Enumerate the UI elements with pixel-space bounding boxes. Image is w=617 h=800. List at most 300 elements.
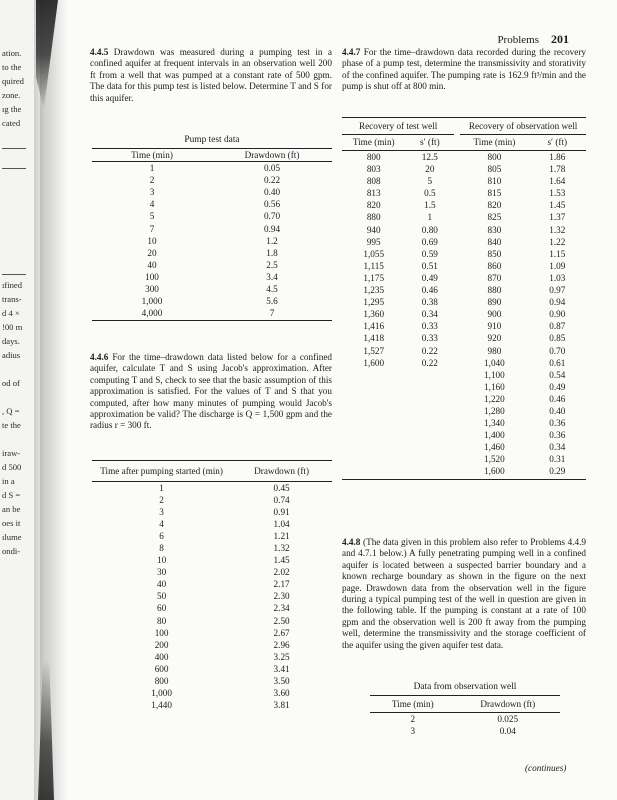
table-row	[92, 283, 332, 295]
margin-bleed-text: trans-	[2, 294, 22, 304]
table-cell: 815	[487, 188, 502, 199]
table-cell: 0.33	[421, 333, 438, 344]
table-cell: 0.31	[549, 454, 566, 465]
margin-bleed-text: iraw-	[2, 448, 21, 458]
table-cell: 0.49	[421, 272, 438, 283]
table-cell: 1.22	[549, 236, 566, 247]
table-row	[92, 295, 332, 307]
table-cell: 1.53	[549, 188, 566, 199]
margin-bleed-text: to the	[2, 62, 22, 72]
table-cell	[405, 405, 454, 417]
table-cell	[342, 417, 405, 429]
table-row	[342, 405, 586, 417]
table-cell: 0.51	[421, 260, 438, 271]
table-cell: 0.5	[424, 188, 436, 199]
table-title: Data from observation well	[413, 682, 517, 692]
table-cell: 0.33	[421, 321, 438, 332]
table-cell: 0.80	[421, 224, 438, 235]
table-cell: 2.02	[273, 567, 290, 578]
table-cell: 20	[425, 164, 435, 175]
table-cell: 2.34	[273, 603, 290, 614]
problem-text	[90, 352, 332, 432]
group-header: Recovery of observation well	[460, 118, 586, 135]
table-cell: 1.78	[549, 164, 566, 175]
page-header	[497, 32, 569, 47]
table-cell: 0.04	[499, 725, 516, 736]
column-header: s′ (ft)	[420, 137, 440, 148]
table-cell: 7	[269, 308, 275, 319]
table-row	[92, 663, 332, 675]
table-cell: 1.09	[549, 260, 566, 271]
problem-body: For the time–drawdown data listed below for a confined aquifer, calculate T and S using Jacob's approximation. After computing T and S, check to see that the basic assumption of this approximation is satisfied. For the values of T and S that you computed, after how many minutes of pumping would Jacob's approximation be valid? The discharge is Q = 1,500 gpm and the radius r = 300 ft.	[90, 352, 333, 431]
table-cell: 890	[487, 297, 502, 308]
table-row	[342, 465, 586, 477]
recovery-table	[342, 117, 586, 480]
table-cell: 0.70	[549, 345, 566, 356]
table-row	[92, 651, 332, 663]
table-cell: 910	[487, 321, 502, 332]
table-cell: 1.45	[549, 200, 566, 211]
table-cell: 1,295	[363, 297, 385, 308]
table-cell	[405, 441, 454, 453]
margin-bleed-text: days.	[2, 336, 20, 346]
table-cell: 50	[157, 591, 167, 602]
table-row	[342, 163, 586, 175]
table-cell: 5.6	[266, 296, 278, 307]
problem-4-4-7	[342, 47, 586, 93]
table-cell: 0.94	[549, 297, 566, 308]
table-cell: 2	[410, 713, 416, 724]
table-row	[342, 320, 586, 332]
table-row	[92, 235, 332, 247]
problem-number: 4.4.5	[90, 47, 109, 57]
table-cell: 40	[147, 259, 157, 270]
table-cell: 10	[157, 555, 167, 566]
table-cell: 5	[149, 211, 155, 222]
table-cell: 820	[487, 200, 502, 211]
table-row	[92, 699, 332, 711]
table-cell: 1.04	[273, 518, 290, 529]
table-cell	[405, 429, 454, 441]
table-row	[92, 494, 332, 506]
margin-bleed-text: , Q =	[2, 406, 20, 416]
table-cell: 1.5	[424, 200, 436, 211]
table-row	[342, 224, 586, 236]
table-body	[92, 162, 332, 320]
table-cell: 3	[410, 725, 416, 736]
table-row	[342, 357, 586, 369]
table-cell: 600	[154, 663, 169, 674]
column-header: Time (min)	[473, 137, 516, 148]
table-body	[342, 151, 586, 478]
table-cell: 4	[149, 199, 155, 210]
table-cell: 0.46	[549, 393, 566, 404]
table-cell: 40	[157, 579, 167, 590]
table-row	[342, 441, 586, 453]
table-row	[92, 602, 332, 614]
problem-body: (The data given in this problem also refer to Problems 4.4.9 and 4.7.1 below.) A fully penetrating pumping well in a confined aquifer is located between a suspected barrier boundary and a known recharge boundary as shown in the figure on the next page. Drawdown data from the observation well in the figure during a typical pumping test of the well in question are given in the following table. If the pumping is constant at a rate of 100 gpm and the observation well is 200 ft away from the pumping well, determine the transmissivity and the storage coefficient of the aquifer using the given aquifer test data.	[342, 537, 586, 650]
table-body	[370, 712, 560, 737]
margin-bleed-text: !00 m	[2, 322, 23, 332]
table-row	[342, 345, 586, 357]
margin-bleed-text: oes it	[2, 518, 21, 528]
table-row	[92, 687, 332, 699]
table-cell: 1,460	[484, 442, 505, 453]
table-cell: 0.90	[549, 309, 566, 320]
table-cell: 0.025	[497, 713, 519, 724]
table-row	[92, 615, 332, 627]
table-cell: 0.70	[263, 211, 281, 222]
table-cell: 800	[366, 152, 381, 162]
table-row	[92, 174, 332, 186]
table-row	[92, 198, 332, 210]
table-row	[92, 162, 332, 175]
table-cell: 870	[487, 272, 502, 283]
table-cell: 3.50	[273, 676, 290, 686]
pump-test-data-table	[92, 149, 332, 319]
table-cell	[342, 405, 405, 417]
table-row	[92, 639, 332, 651]
table-row	[92, 542, 332, 554]
table-cell: 0.05	[263, 163, 281, 174]
table-row	[342, 393, 586, 405]
problem-4-4-5	[90, 47, 332, 104]
table-row	[342, 211, 586, 223]
table-row	[92, 506, 332, 518]
table-cell: 1,340	[484, 418, 505, 429]
table-cell: 940	[366, 224, 381, 235]
table-cell: 1,360	[363, 309, 385, 320]
table-cell: 1.37	[549, 212, 566, 223]
margin-bleed-text: in a	[2, 476, 15, 486]
table-row	[342, 369, 586, 381]
table-cell: 0.22	[263, 175, 281, 186]
table-cell: 1,000	[141, 296, 163, 307]
table-cell: 7	[149, 223, 155, 234]
table-cell: 1,418	[363, 333, 385, 344]
table-cell: 300	[145, 284, 159, 295]
table-cell	[405, 393, 454, 405]
table-cell: 1.21	[273, 530, 290, 541]
table-cell: 0.87	[549, 321, 566, 332]
table-cell: 2	[159, 494, 164, 505]
table-cell: 1,100	[484, 369, 505, 380]
table-row	[92, 627, 332, 639]
table-cell: 0.59	[421, 248, 438, 259]
table-cell: 0.40	[263, 187, 281, 198]
table-cell: 813	[366, 188, 381, 199]
table-cell	[342, 465, 405, 477]
table-cell: 200	[154, 639, 169, 650]
table-cell: 1,115	[363, 260, 384, 271]
table-row	[342, 332, 586, 344]
table-row	[342, 429, 586, 441]
time-drawdown-data-table	[92, 461, 332, 711]
table-cell: 1,220	[484, 393, 505, 404]
table-cell	[342, 453, 405, 465]
margin-bleed-text: ıfined	[2, 280, 23, 290]
continues-note: (continues)	[525, 763, 567, 773]
table-cell: 5	[427, 176, 433, 187]
table-cell: 1,280	[484, 405, 505, 416]
table-cell: 3.4	[266, 271, 278, 282]
table-cell: 20	[147, 247, 157, 258]
table-cell: 1,175	[363, 272, 385, 283]
table-row	[342, 417, 586, 429]
margin-bleed-text: te the	[2, 420, 21, 430]
table-row	[92, 247, 332, 259]
table-cell: 3	[149, 187, 155, 198]
table-row	[342, 175, 586, 187]
table-cell: 0.56	[263, 199, 281, 210]
table-row	[342, 187, 586, 199]
table-cell	[405, 369, 454, 381]
table-cell: 820	[366, 200, 381, 211]
margin-bleed-text: d 4 ×	[2, 308, 20, 318]
table-row	[92, 578, 332, 590]
table-row	[92, 530, 332, 542]
table-cell: 0.85	[549, 333, 566, 344]
table-cell: 995	[366, 236, 381, 247]
table-cell: 0.45	[273, 482, 290, 493]
table-cell: 100	[154, 627, 169, 638]
table-cell: 3.81	[273, 700, 290, 711]
problem-body: For the time–drawdown data recorded during the recovery phase of a pump test, determine the transmissivity and storativity of the confined aquifer. The pumping rate is 162.9 ft³/min and the pump is shut off at 800 min.	[342, 47, 587, 92]
table-row	[342, 260, 586, 272]
table-cell: 1,527	[363, 345, 385, 356]
table-cell: 4	[159, 518, 164, 529]
table-cell: 880	[487, 285, 502, 296]
table-row	[92, 259, 332, 271]
table-cell: 2.17	[273, 579, 290, 590]
table-cell: 900	[487, 309, 502, 320]
table-cell	[342, 429, 405, 441]
table-cell: 0.40	[549, 405, 566, 416]
margin-bleed-text: cated	[2, 118, 21, 128]
running-title: Problems	[497, 34, 539, 46]
table-cell: 1.32	[549, 224, 566, 235]
table-cell: 920	[487, 333, 502, 344]
table-cell: 850	[487, 248, 502, 259]
column-header: Time (min)	[131, 150, 173, 160]
table-cell: 3.60	[273, 688, 290, 699]
table-cell: 2.67	[273, 627, 290, 638]
table-cell: 810	[487, 176, 502, 187]
table-row	[92, 223, 332, 235]
table-row	[342, 453, 586, 465]
table-cell	[342, 393, 405, 405]
table-row	[370, 725, 560, 737]
table-row	[92, 590, 332, 602]
table-cell: 0.29	[549, 466, 566, 477]
table-cell: 0.54	[549, 369, 566, 380]
table-cell: 30	[157, 567, 167, 578]
column-header: s′ (ft)	[547, 137, 568, 148]
problem-text	[342, 47, 586, 93]
table-cell: 1,055	[363, 248, 385, 259]
table-cell: 0.94	[263, 223, 281, 234]
problem-number: 4.4.8	[342, 537, 361, 547]
margin-bleed-text: od of	[2, 378, 20, 388]
table-cell: 2.50	[273, 615, 290, 626]
table-row	[342, 284, 586, 296]
table-cell: 1,520	[484, 454, 505, 465]
table-cell: 0.36	[549, 418, 566, 429]
margin-bleed-rule	[2, 168, 26, 169]
table-cell: 0.34	[421, 309, 438, 320]
table-cell: 880	[366, 212, 381, 223]
table-row	[92, 554, 332, 566]
column-header: Time after pumping started (min)	[100, 465, 223, 476]
table-cell: 1,416	[363, 321, 385, 332]
table-row	[92, 566, 332, 578]
table-cell: 3.41	[273, 663, 290, 674]
table-cell: 0.46	[421, 285, 438, 296]
table-cell: 1.8	[266, 247, 278, 258]
table-row	[92, 307, 332, 319]
table-row	[92, 186, 332, 198]
table-cell: 3	[159, 506, 164, 517]
table-title: Pump test data	[184, 135, 240, 145]
problem-4-4-8	[342, 537, 586, 651]
column-header: Time (min)	[391, 698, 434, 709]
table-row	[342, 272, 586, 284]
table-cell: 2.96	[273, 639, 290, 650]
table-row	[92, 271, 332, 283]
observation-data-table	[370, 696, 560, 737]
table-cell: 3.25	[273, 651, 290, 662]
table-cell: 1,600	[484, 466, 505, 477]
column-header: Drawdown (ft)	[254, 465, 310, 476]
column-header: Time (min)	[352, 137, 395, 148]
table-cell: 8	[159, 542, 164, 553]
table-cell: 0.61	[549, 357, 566, 368]
column-header: Drawdown (ft)	[480, 698, 536, 709]
table-cell: 980	[487, 345, 502, 356]
table-cell: 400	[154, 651, 169, 662]
problem-text	[342, 537, 586, 651]
table-cell: 0.22	[421, 345, 438, 356]
table-cell: 0.49	[549, 381, 566, 392]
problem-number: 4.4.7	[342, 47, 361, 57]
table-cell: 4,000	[141, 308, 163, 319]
table-cell: 1,600	[363, 357, 385, 368]
margin-bleed-text: zone.	[2, 90, 21, 100]
table-row	[342, 296, 586, 308]
table-cell	[342, 441, 405, 453]
table-cell: 840	[487, 236, 502, 247]
problem-text	[90, 47, 332, 104]
table-cell: 1	[159, 482, 164, 493]
table-cell: 1,440	[151, 700, 172, 711]
table-cell: 1.86	[549, 152, 566, 162]
table-row	[342, 199, 586, 211]
table-row	[342, 308, 586, 320]
margin-bleed-rule	[2, 274, 26, 275]
margin-bleed-text: ondi-	[2, 546, 21, 556]
table-cell: 0.91	[273, 506, 290, 517]
table-row	[92, 675, 332, 687]
table-row	[342, 151, 586, 164]
table-row	[342, 248, 586, 260]
margin-bleed-rule	[2, 148, 26, 149]
table-cell: 4.5	[266, 284, 278, 295]
table-cell	[342, 381, 405, 393]
margin-bleed-text: ation.	[2, 48, 22, 58]
table-cell: 800	[154, 676, 169, 686]
table-row	[342, 381, 586, 393]
table-cell: 0.74	[273, 494, 290, 505]
margin-bleed-text: ılume	[2, 532, 22, 542]
pump-test-table	[92, 135, 332, 321]
group-header: Recovery of test well	[342, 118, 454, 135]
table-cell: 1	[149, 163, 155, 174]
observation-well-table	[370, 682, 560, 737]
table-cell: 0.34	[549, 442, 566, 453]
previous-page-margin	[0, 0, 34, 800]
table-cell: 830	[487, 224, 502, 235]
table-cell: 1.2	[266, 235, 278, 246]
table-cell: 1.64	[549, 176, 566, 187]
problem-body: Drawdown was measured during a pumping test in a confined aquifer at frequent intervals in an observation well 200 ft from a well that was pumped at a constant rate of 500 gpm. The data for this pump test is listed below. Determine T and S for this aquifer.	[90, 47, 333, 103]
table-cell: 800	[487, 152, 502, 162]
table-cell: 825	[487, 212, 502, 223]
table-cell: 1,235	[363, 285, 385, 296]
table-cell: 860	[487, 260, 502, 271]
page-number: 201	[551, 32, 569, 46]
table-cell	[342, 369, 405, 381]
table-cell: 2	[149, 175, 155, 186]
table-cell: 0.36	[549, 430, 566, 441]
table-cell: 2.5	[266, 259, 278, 270]
margin-bleed-text: adius	[2, 350, 21, 360]
table-row	[370, 712, 560, 725]
margin-bleed-text: ıg the	[2, 104, 22, 114]
table-cell: 1,400	[484, 430, 505, 441]
table-body	[92, 481, 332, 711]
table-cell: 0.38	[421, 297, 438, 308]
margin-bleed-text: d 500	[2, 462, 22, 472]
table-cell	[405, 453, 454, 465]
table-cell: 808	[366, 176, 381, 187]
table-cell: 1.45	[273, 555, 290, 566]
table-cell	[405, 381, 454, 393]
table-cell	[405, 417, 454, 429]
table-cell: 12.5	[421, 152, 438, 162]
margin-bleed-text: an be	[2, 504, 21, 514]
table-row	[92, 481, 332, 494]
margin-bleed-text: d S =	[2, 490, 21, 500]
table-cell: 6	[159, 530, 164, 541]
table-row	[92, 518, 332, 530]
table-cell: 1.03	[549, 272, 566, 283]
table-cell: 100	[145, 271, 159, 282]
time-drawdown-table	[92, 460, 332, 711]
table-cell	[405, 465, 454, 477]
table-cell: 1,160	[484, 381, 505, 392]
table-row	[342, 236, 586, 248]
table-cell: 0.97	[549, 285, 566, 296]
table-cell: 1.15	[549, 248, 566, 259]
table-cell: 0.69	[421, 236, 438, 247]
table-cell: 10	[147, 235, 157, 246]
table-cell: 1	[427, 212, 433, 223]
margin-bleed-text: quired	[2, 76, 24, 86]
table-row	[92, 210, 332, 222]
table-cell: 0.22	[421, 357, 438, 368]
table-cell: 1,040	[484, 357, 505, 368]
table-cell: 803	[366, 164, 381, 175]
